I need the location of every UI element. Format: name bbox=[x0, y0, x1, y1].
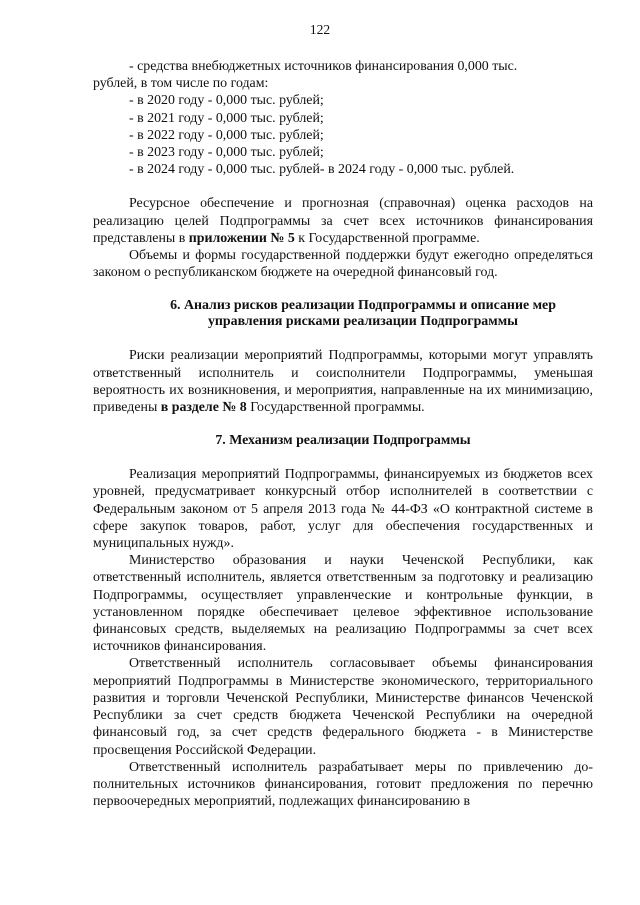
year-item-2022: - в 2022 году - 0,000 тыс. рублей; bbox=[129, 127, 324, 143]
resource-paragraph bbox=[93, 195, 593, 247]
resource-text-post: к Государственной программе. bbox=[294, 230, 480, 246]
year-item-2021: - в 2021 году - 0,000 тыс. рублей; bbox=[129, 110, 324, 126]
section6-heading-line1: 6. Анализ рисков реализации Подпрограммы и описание мер bbox=[170, 298, 556, 314]
section7-paragraph-2: Министерство образования и науки Чеченской Республики, как ответственный исполнитель, является ответственным за подготовку и реализацию Подпрограммы, осуществляет управленческие и контрольные функции, в установленном порядке обеспечивает целевое эффективное использование финансовых средств, выделяемых на реализацию Подпрограммы за счет всех источников финансирования. bbox=[93, 553, 593, 655]
resource-text-pre: Ресурсное обеспечение и прогнозная (справочная) оценка расходов на реализацию целей Подпрограммы за счет всех источников финансирования представлены в bbox=[93, 196, 593, 246]
section6-heading-line2: управления рисками реализации Подпрограммы bbox=[207, 314, 519, 330]
section7-paragraph-3: Ответственный исполнитель согласовывает объемы финансирования мероприятий Подпрограммы в Министерстве экономического, территориального развития и торговли Чеченской Республики, Министерстве финансов Чеченской Республики за счет средств бюджета Чеченской Республики на очередной финансовый год, за счет средств федерального бюджета - в Министерстве просвещения Российской Федерации. bbox=[93, 656, 593, 758]
year-item-2023: - в 2023 году - 0,000 тыс. рублей; bbox=[129, 145, 324, 161]
section7-paragraph-1: Реализация мероприятий Подпрограммы, финансируемых из бюджетов всех уровней, предусматривает конкурсный отбор исполнителей в соответствии с Федеральным законом от 5 апреля 2013 года № 44-ФЗ «О контрактной системе в сфере закупок товаров, работ, услуг для обеспечения государственных и муниципальных нужд». bbox=[93, 467, 593, 552]
sources-intro-line1: - средства внебюджетных источников финансирования 0,000 тыс. bbox=[129, 59, 518, 74]
section6-text-post: Государственной программы. bbox=[246, 400, 425, 416]
page-number: 122 bbox=[309, 22, 331, 37]
year-item-2024: - в 2024 году - 0,000 тыс. рублей- в 2024 году - 0,000 тыс. рублей. bbox=[129, 162, 515, 178]
year-item-2020: - в 2020 году - 0,000 тыс. рублей; bbox=[129, 93, 324, 109]
section6-text-pre: Риски реализации мероприятий Подпрограммы, которыми могут управлять ответственный исполнитель и соисполнители Подпрограммы, уменьшая вероятность их возникновения, и мероприятия, направленные на их минимизацию, приведены bbox=[93, 348, 593, 416]
volumes-paragraph: Объемы и формы государственной поддержки будут ежегодно определяться законом о республиканском бюджете на очередной финансовый год. bbox=[93, 248, 593, 281]
resource-appendix-ref: приложении № 5 bbox=[188, 230, 295, 246]
section6-heading bbox=[93, 298, 593, 330]
sources-intro-line2: рублей, в том числе по годам: bbox=[93, 76, 269, 92]
section7-paragraph-4: Ответственный исполнитель разрабатывает меры по привлечению до-полнительных источников финансирования, готовит предложения по перечню первоочередных мероприятий, подлежащих финансированию в bbox=[93, 759, 593, 810]
page-content bbox=[93, 58, 593, 810]
section6-section-ref: в разделе № 8 bbox=[160, 400, 247, 416]
section6-paragraph bbox=[93, 347, 593, 416]
section7-heading: 7. Механизм реализации Подпрограммы bbox=[215, 433, 471, 449]
